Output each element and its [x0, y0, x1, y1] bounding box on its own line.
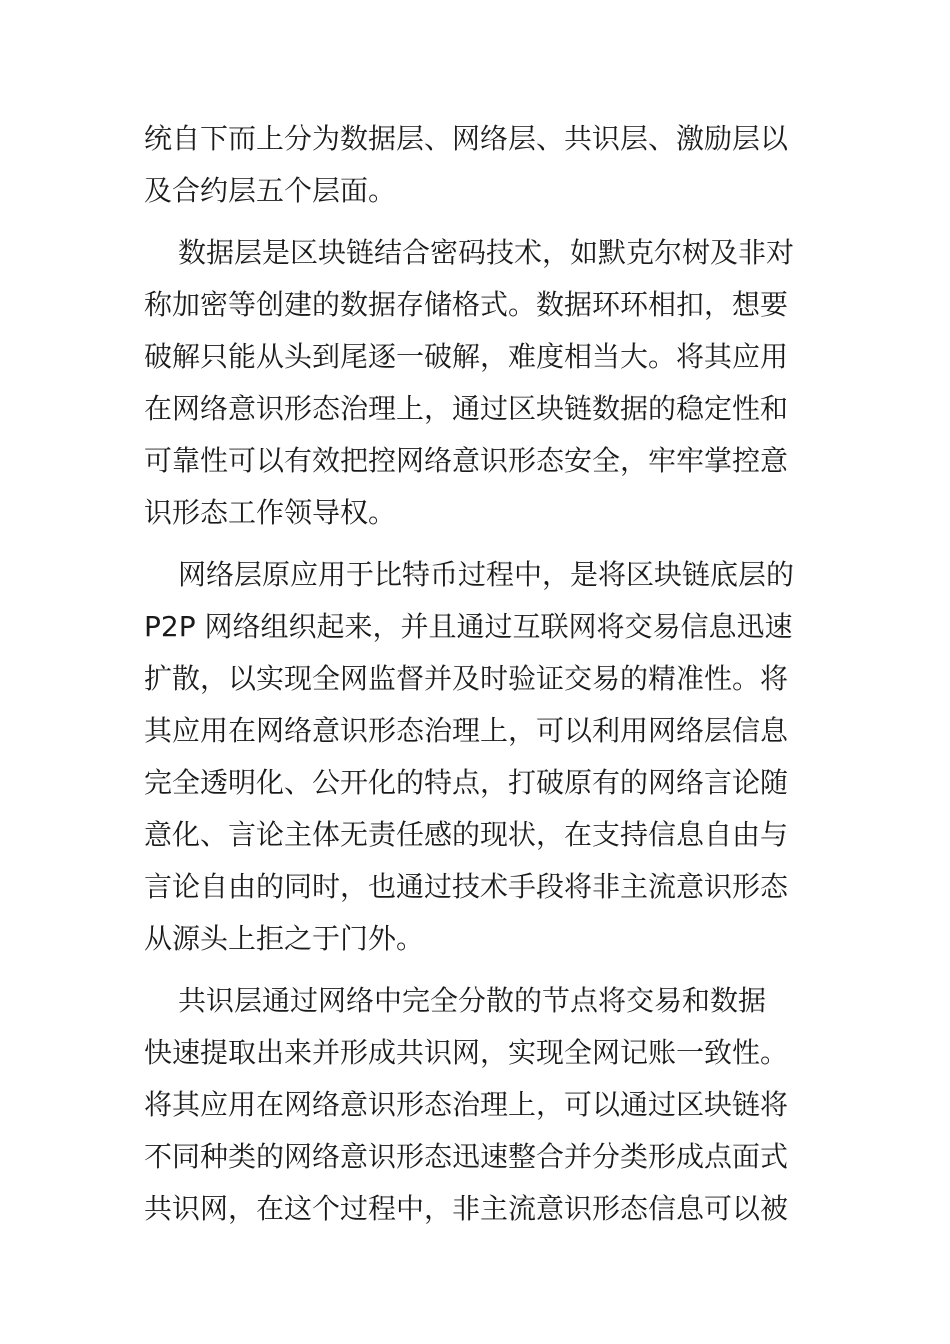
text-line: 在网络意识形态治理上，通过区块链数据的稳定性和 [144, 392, 789, 425]
paragraph-network-layer [144, 549, 806, 965]
text-line: 从源头上拒之于门外。 [144, 922, 425, 955]
paragraph-consensus-layer [144, 975, 806, 1235]
text-line: 其应用在网络意识形态治理上，可以利用网络层信息 [144, 714, 789, 747]
text-line: 数据层是区块链结合密码技术，如默克尔树及非对 [178, 236, 795, 269]
text-line: 共识层通过网络中完全分散的节点将交易和数据 [178, 984, 767, 1017]
text-line: 完全透明化、公开化的特点，打破原有的网络言论随 [144, 766, 789, 799]
text-line: 意化、言论主体无责任感的现状，在支持信息自由与 [144, 818, 789, 851]
text-line: 将其应用在网络意识形态治理上，可以通过区块链将 [144, 1088, 789, 1121]
text-line: 快速提取出来并形成共识网，实现全网记账一致性。 [144, 1036, 789, 1069]
text-line: 破解只能从头到尾逐一破解，难度相当大。将其应用 [144, 340, 789, 373]
text-line: P2P 网络组织起来，并且通过互联网将交易信息迅速 [144, 610, 793, 643]
text-line: 及合约层五个层面。 [144, 174, 397, 207]
text-line: 可靠性可以有效把控网络意识形态安全，牢牢掌控意 [144, 444, 789, 477]
text-line: 共识网，在这个过程中，非主流意识形态信息可以被 [144, 1192, 789, 1225]
text-line: 不同种类的网络意识形态迅速整合并分类形成点面式 [144, 1140, 789, 1173]
paragraph-layers-overview [144, 113, 806, 217]
text-line: 识形态工作领导权。 [144, 496, 397, 529]
text-line: 网络层原应用于比特币过程中，是将区块链底层的 [178, 558, 795, 591]
text-line: 扩散，以实现全网监督并及时验证交易的精准性。将 [144, 662, 789, 695]
body-text [144, 113, 806, 1235]
text-line: 统自下而上分为数据层、网络层、共识层、激励层以 [144, 122, 789, 155]
text-line: 言论自由的同时，也通过技术手段将非主流意识形态 [144, 870, 789, 903]
paragraph-data-layer [144, 227, 806, 539]
text-line: 称加密等创建的数据存储格式。数据环环相扣，想要 [144, 288, 789, 321]
